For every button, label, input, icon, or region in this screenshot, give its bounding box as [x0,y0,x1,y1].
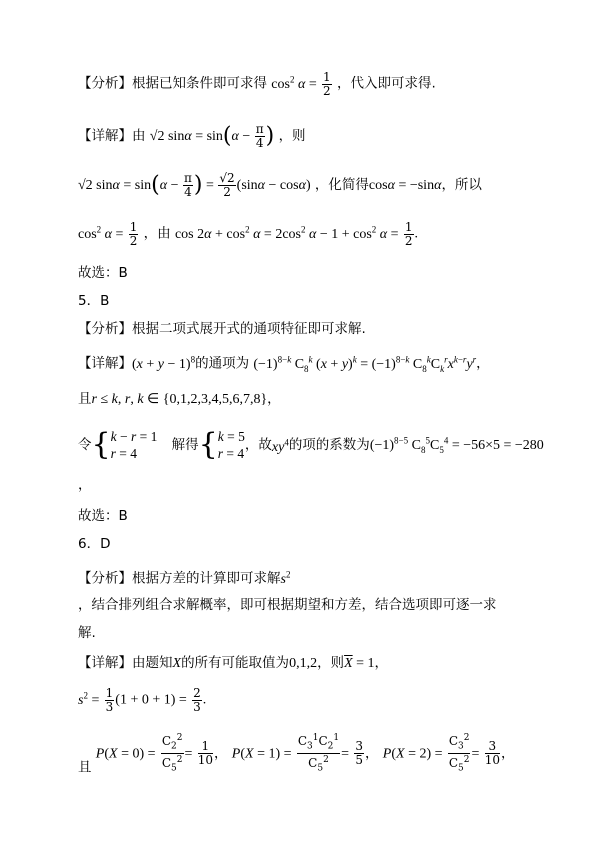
detail-line-6c: 且 P(X = 0) = $\frac{C_2^2}{C_5^2}$ = $\frac{1}{10}$ ， P(X = 1) = $\frac{C_3^1C_2^1}{C_5^2}$ = $\frac{3}{5}$ ， P(X = 2) = $\frac{C_3^2}{C_5^2}$ = $\frac{3}{10}$ ， [78,733,515,776]
answer-line-4: 故选：B [78,265,128,281]
detail-line-2: √2 sinα = sin(α − $\frac{\pi}{4}$ ) = $\frac{√2}{2}$ (sinα − cosα) ，化简得cosα = −sinα，所以 [78,171,482,199]
detail-line-6a: 【详解】由题知X的所有可能取值为0,1,2，则$\overline{X} = 1$， [78,655,389,671]
analysis-line-6c: 解. [78,625,96,641]
detail-line-6b: $s^2$ = $\frac{1}{3}$ (1 + 0 + 1) = $\frac{2}{3}$ . [78,685,207,714]
question-6-header: 6．D [78,536,111,552]
analysis-line-1: 【分析】根据已知条件即可求得 $\cos^2 \alpha$ = $\frac{1}{2}$ ，代入即可求得. [78,69,436,98]
detail-line-5c: 令{ k − r = 1 r = 4 解得{ k = 5 r = 4 ，故$xy^4$的项的系数为$(-1)^{8-5}$ $C_8^5C_5^4 = -56\times 5 = -280$ [78,427,544,462]
analysis-line-6b: ，结合排列组合求解概率，即可根据期望和方差，结合选项即可逐一求 [78,597,497,613]
answer-line-5: 故选：B [78,508,128,524]
analysis-line-5: 【分析】根据二项式展开式的通项特征即可求解. [78,321,366,337]
question-5-header: 5．B [78,293,110,309]
detail-line-5a: 【详解】$(x + y - 1)^8$的通项为 $(-1)^{8-k}$ $C_8^k$ $(x + y)^k = (-1)^{8-k}$ $C_8^kC_k^rx^{k-r}y^r$， [78,354,490,374]
detail-line-1: 【详解】由 √2 sinα = sin(α − $\frac{\pi}{4}$ ) ，则 [78,122,306,150]
detail-line-5b: 且r ≤ k, r, k ∈ {0,1,2,3,4,5,6,7,8}， [78,391,281,407]
comma-line: ， [78,477,92,493]
detail-line-3: $\cos^2 \alpha$ = $\frac{1}{2}$ ，由 $\cos 2\alpha + \cos^2 \alpha = 2\cos^2$ $\alpha - 1 + \cos^2 \alpha$ = $\frac{1}{2}$ . [78,219,418,248]
analysis-line-6a: 【分析】根据方差的计算即可求解$s^2$ [78,569,291,587]
